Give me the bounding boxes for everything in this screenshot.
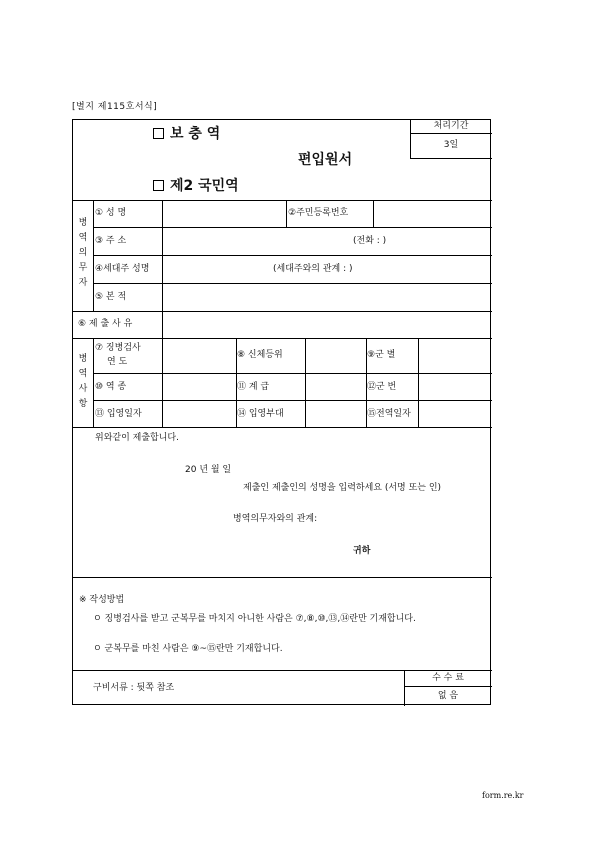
exam-year-label-line1: ⑦ 징병검사 [95,343,141,353]
processing-box-bottom [410,158,492,159]
name-field[interactable] [163,201,285,226]
addressee: 귀하 [353,546,371,556]
rule-row-8 [73,427,492,428]
body-grade-field[interactable] [306,339,365,372]
service-number-field[interactable] [419,374,491,399]
option-second-reserve [153,179,239,193]
address-field[interactable] [163,228,348,254]
name-label: ① 성 명 [95,208,127,218]
householder-label: ④세대주 성명 [95,264,150,274]
option-second-reserve-label: 제2 국민역 [170,178,239,194]
rule-military-label-col [93,200,94,311]
submission-reason-field[interactable] [163,312,491,337]
processing-period-value: 3일 [443,140,459,150]
required-documents: 구비서류 : 뒷쪽 참조 [93,683,175,693]
checkbox-second-reserve[interactable] [153,180,164,191]
rule-instructions-bottom [73,670,492,671]
declaration-statement: 위와같이 제출합니다. [95,433,179,443]
domicile-field[interactable] [163,284,491,310]
branch-field[interactable] [419,339,491,372]
date-line: 20 년 월 일 [185,465,232,475]
option-supplementary-label: 보 충 역 [170,126,221,142]
source-watermark: form.re.kr [482,791,524,800]
instructions-heading: ※ 작성방법 [79,595,125,605]
rule-service-label-col [93,338,94,427]
enlist-unit-label: ⑭ 입영부대 [237,409,284,419]
id-number-label: ②주민등록번호 [288,208,349,218]
enlist-date-field[interactable] [163,401,235,426]
address-label: ③ 주 소 [95,236,127,246]
application-form [72,119,491,705]
rank-field[interactable] [306,374,365,399]
branch-label: ⑨군 별 [367,350,396,360]
domicile-label: ⑤ 본 적 [95,292,127,302]
exam-year-field[interactable] [163,339,235,372]
rule-declaration-bottom [73,577,492,578]
processing-box-divider [410,133,492,134]
phone-label: (전화 : ) [353,236,387,246]
relation-line: 병역의무자와의 관계: [233,514,318,524]
instruction-item-1: ㅇ 징병검사를 받고 군복무를 마치지 아니한 사람은 ⑦,⑧,⑩,⑬,⑭란만 기재합니다. [93,614,416,624]
service-number-label: ⑫군 번 [367,382,397,392]
id-number-field[interactable] [374,201,491,226]
householder-field[interactable] [163,256,268,282]
military-duty-label: 병역의무자 [78,218,88,288]
exam-year-label-line2: 연 도 [107,357,128,367]
rule-row-2 [93,255,492,256]
processing-period-label: 처리기간 [433,121,469,131]
form-title: 편입원서 [298,152,353,168]
form-code: [별지 제115호서식] [72,102,158,112]
householder-relation-label: (세대주와의 관계 : ) [273,264,353,274]
enlist-unit-field[interactable] [306,401,365,426]
service-type-field[interactable] [163,374,235,399]
checkbox-supplementary[interactable] [153,128,164,139]
rule-fee-divider [404,686,492,687]
rule-id-label-left [286,200,287,227]
body-grade-label: ⑧ 신체등위 [237,350,283,360]
service-type-label: ⑩ 역 종 [95,382,127,392]
instruction-item-2: ㅇ 군복무를 마친 사람은 ⑨~⑮란만 기재합니다. [93,644,283,654]
rank-label: ⑪ 계 급 [237,382,270,392]
service-details-label: 병역사항 [78,354,88,409]
submitter-line[interactable]: 제출인 제출인의 성명을 입력하세요 (서명 또는 인) [243,483,442,493]
submission-reason-label: ⑥ 제 출 사 유 [78,319,133,329]
discharge-date-label: ⑮전역일자 [367,409,411,419]
discharge-date-field[interactable] [419,401,491,426]
fee-value: 없 음 [437,691,459,701]
option-supplementary [153,127,220,141]
fee-label: 수 수 료 [432,673,464,683]
enlist-date-label: ⑬ 입영일자 [95,409,142,419]
